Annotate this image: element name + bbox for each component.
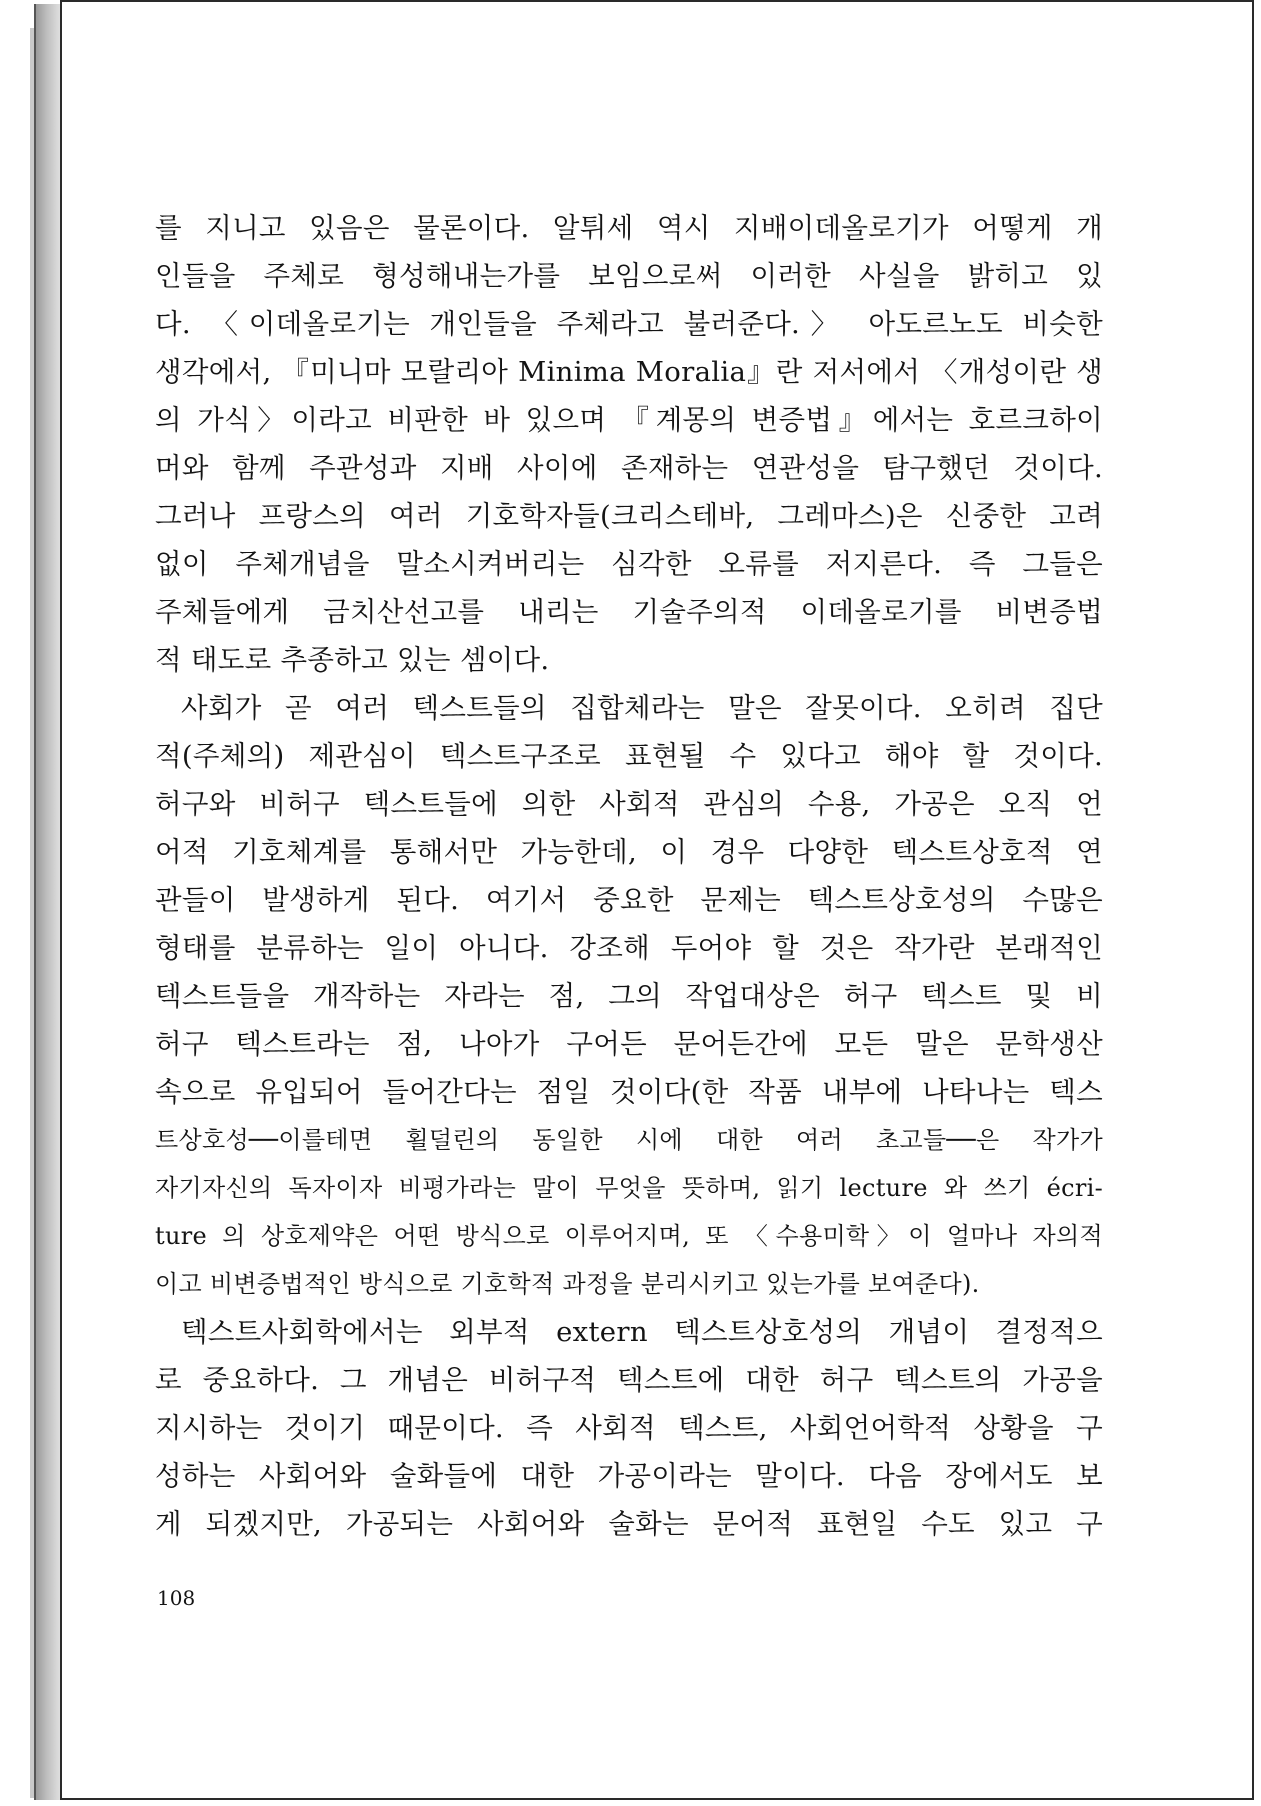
text-line: 주체들에게 금치산선고를 내리는 기술주의적 이데올로기를 비변증법 [155, 596, 1103, 628]
text-line: 의 가식〉이라고 비판한 바 있으며 『계몽의 변증법』에서는 호르크하이 [155, 404, 1103, 436]
text-line: 형태를 분류하는 일이 아니다. 강조해 두어야 할 것은 작가란 본래적인 [155, 932, 1103, 964]
text-line: 다. 〈이데올로기는 개인들을 주체라고 불러준다.〉 아도르노도 비슷한 [155, 308, 1103, 340]
text-line: 없이 주체개념을 말소시켜버리는 심각한 오류를 저지른다. 즉 그들은 [155, 548, 1103, 580]
text-line: 허구와 비허구 텍스트들에 의한 사회적 관심의 수용, 가공은 오직 언 [155, 788, 1103, 820]
text-line: 속으로 유입되어 들어간다는 점일 것이다(한 작품 내부에 나타나는 텍스 [155, 1076, 1103, 1108]
body-text [155, 204, 1103, 1548]
text-line: 게 되겠지만, 가공되는 사회어와 술화는 문어적 표현일 수도 있고 구 [155, 1508, 1103, 1540]
text-line: 적(주체의) 제관심이 텍스트구조로 표현될 수 있다고 해야 할 것이다. [155, 740, 1103, 772]
text-line: 사회가 곧 여러 텍스트들의 집합체라는 말은 잘못이다. 오히려 집단 [181, 692, 1103, 724]
text-line: 성하는 사회어와 술화들에 대한 가공이라는 말이다. 다음 장에서도 보 [155, 1460, 1103, 1492]
text-line: 허구 텍스트라는 점, 나아가 구어든 문어든간에 모든 말은 문학생산 [155, 1028, 1103, 1060]
text-line: 생각에서, 『미니마 모랄리아 Minima Moralia』란 저서에서 〈개성이란 생 [155, 356, 1103, 388]
text-line: 그러나 프랑스의 여러 기호학자들(크리스테바, 그레마스)은 신중한 고려 [155, 500, 1103, 532]
text-line: 로 중요하다. 그 개념은 비허구적 텍스트에 대한 허구 텍스트의 가공을 [155, 1364, 1103, 1396]
text-line: 관들이 발생하게 된다. 여기서 중요한 문제는 텍스트상호성의 수많은 [155, 884, 1103, 916]
text-line: 텍스트사회학에서는 외부적 extern 텍스트상호성의 개념이 결정적으 [181, 1316, 1103, 1348]
text-line: 지시하는 것이기 때문이다. 즉 사회적 텍스트, 사회언어학적 상황을 구 [155, 1412, 1103, 1444]
text-line: 적 태도로 추종하고 있는 셈이다. [155, 644, 550, 676]
text-line: 트상호성──이를테면 횔덜린의 동일한 시에 대한 여러 초고들──은 작가가 [155, 1126, 1103, 1154]
text-line: 인들을 주체로 형성해내는가를 보임으로써 이러한 사실을 밝히고 있 [155, 260, 1103, 292]
text-line: 텍스트들을 개작하는 자라는 점, 그의 작업대상은 허구 텍스트 및 비 [155, 980, 1103, 1012]
text-line: 이고 비변증법적인 방식으로 기호학적 과정을 분리시키고 있는가를 보여준다). [155, 1270, 980, 1298]
text-line: 머와 함께 주관성과 지배 사이에 존재하는 연관성을 탐구했던 것이다. [155, 452, 1103, 484]
text-line: ture 의 상호제약은 어떤 방식으로 이루어지며, 또 〈수용미학〉이 얼마나 자의적 [155, 1222, 1103, 1250]
text-line: 를 지니고 있음은 물론이다. 알튀세 역시 지배이데올로기가 어떻게 개 [155, 212, 1103, 244]
page-number: 108 [157, 1586, 196, 1610]
text-line: 어적 기호체계를 통해서만 가능한데, 이 경우 다양한 텍스트상호적 연 [155, 836, 1103, 868]
text-line: 자기자신의 독자이자 비평가라는 말이 무엇을 뜻하며, 읽기 lecture 와 쓰기 écri- [155, 1174, 1103, 1202]
